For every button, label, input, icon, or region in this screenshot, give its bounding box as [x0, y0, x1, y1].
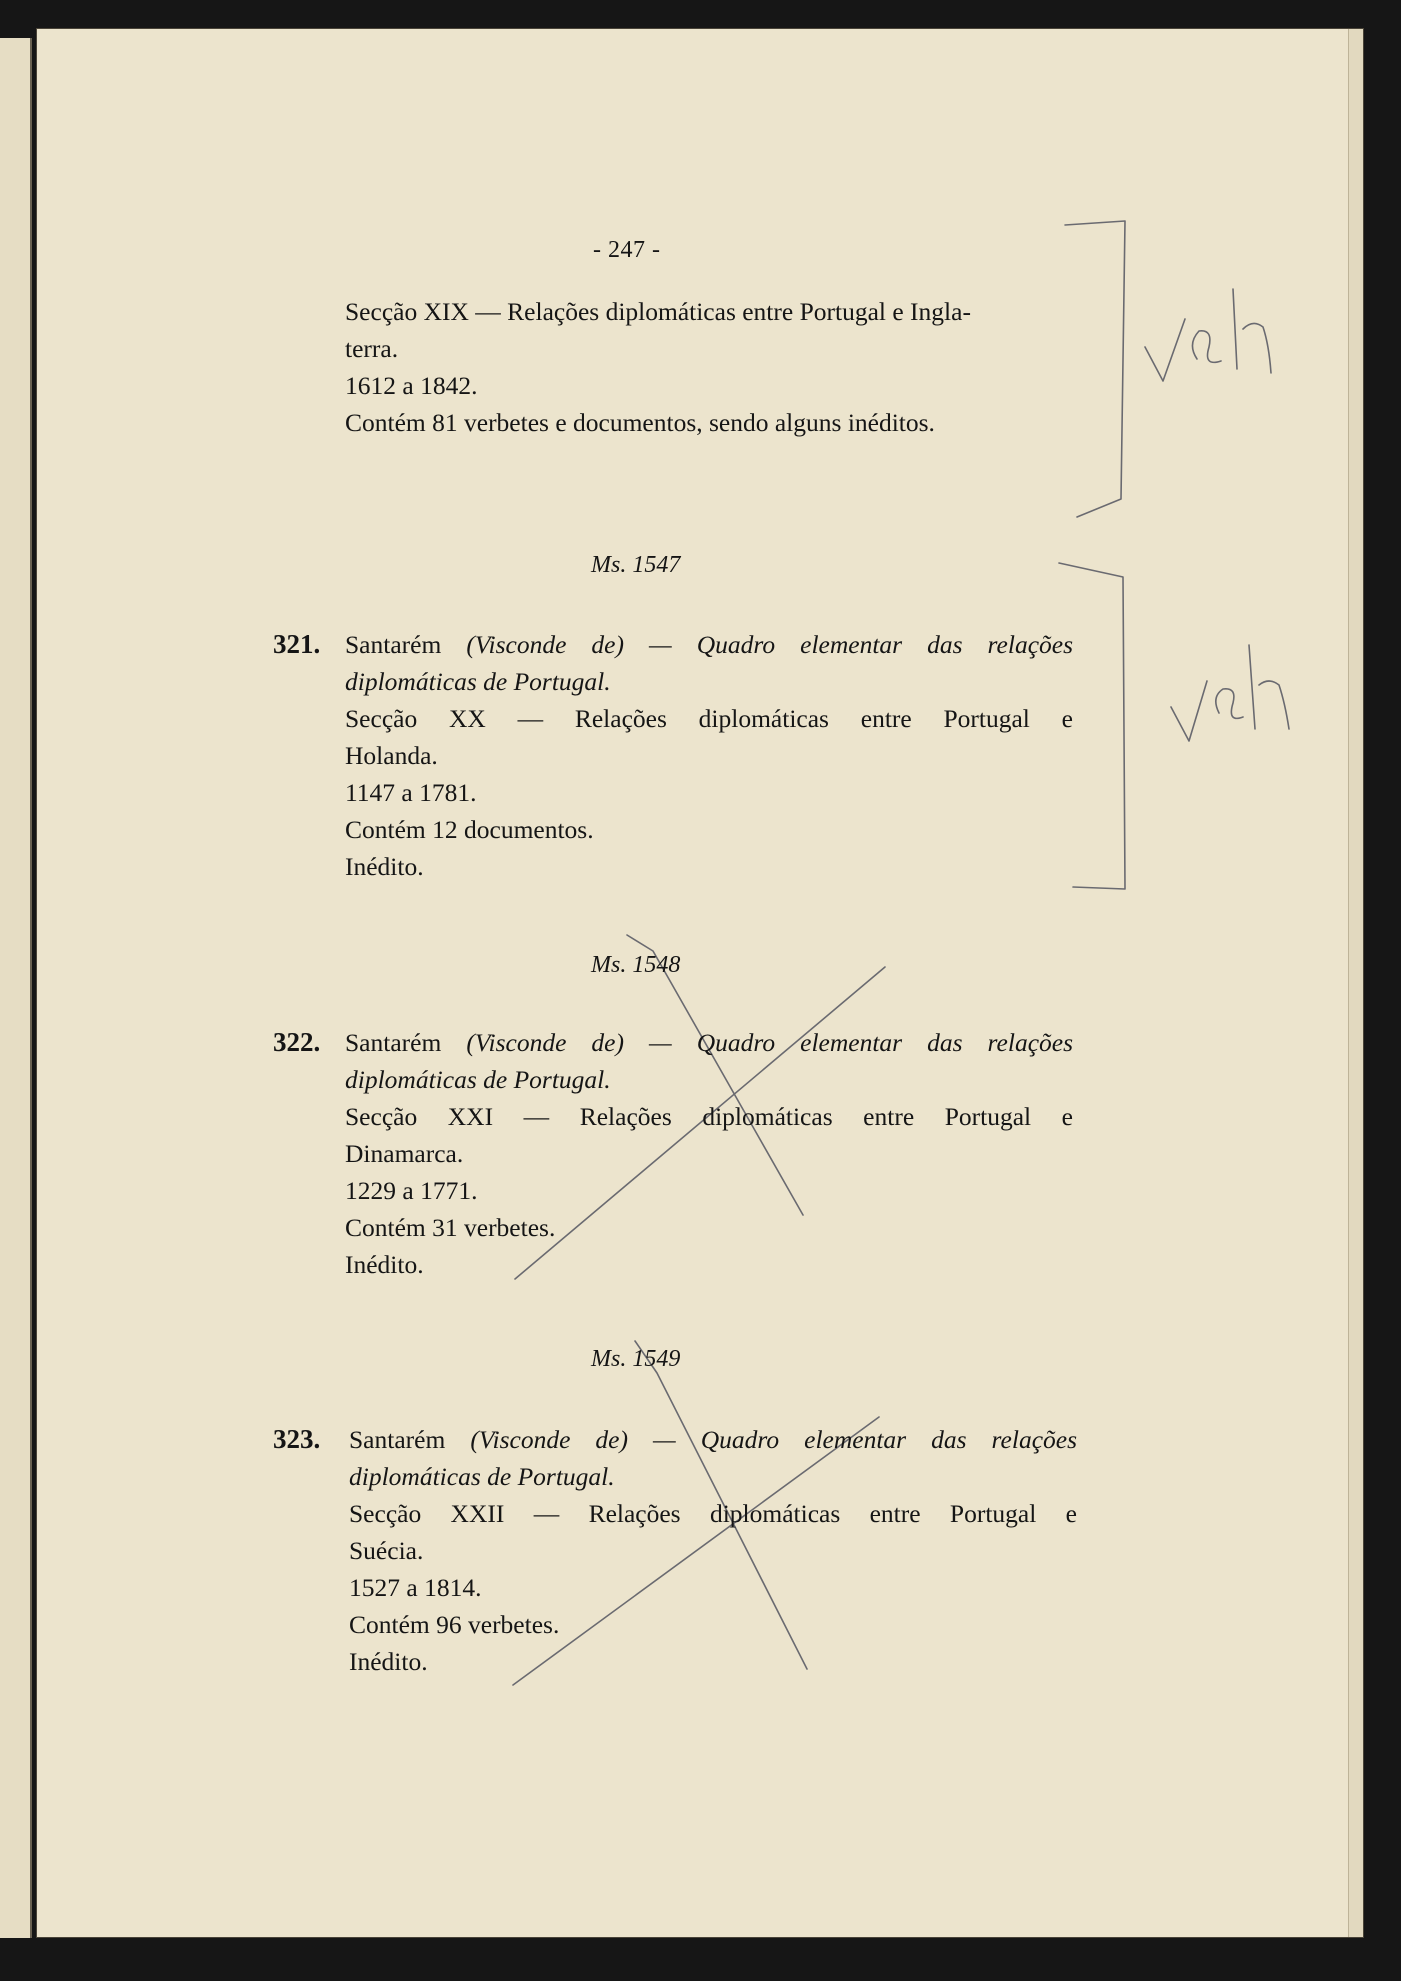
entry-contents: Contém 96 verbetes. [349, 1610, 560, 1639]
intro-dates: 1612 a 1842. [345, 371, 478, 400]
entry-322 [345, 1024, 1073, 1283]
entry-321 [345, 626, 1073, 885]
page-number: - 247 - [593, 237, 661, 263]
entry-number-321: 321. [273, 629, 321, 659]
intro-section-line-continued: terra. [345, 334, 399, 363]
entry-title-continued: diplomáticas de Portugal. [345, 667, 611, 696]
entry-title-continued: diplomáticas de Portugal. [345, 1065, 611, 1094]
entry-title: (Visconde de) — Quadro elementar das relações [470, 1425, 1077, 1454]
entry-author: Santarém [349, 1425, 446, 1454]
entry-status: Inédito. [345, 852, 424, 881]
entry-contents: Contém 31 verbetes. [345, 1213, 556, 1242]
entry-section: Secção XXII — Relações diplomáticas entre Portugal e [349, 1499, 1077, 1528]
entry-number-323: 323. [273, 1424, 321, 1454]
previous-page-edge [0, 38, 32, 1938]
intro-contents: Contém 81 verbetes e documentos, sendo alguns inéditos. [345, 408, 935, 437]
entry-author: Santarém [345, 1028, 442, 1057]
pencil-note-ver-1 [1145, 289, 1271, 381]
entry-section-continued: Suécia. [349, 1536, 424, 1565]
ms-label-1547: Ms. 1547 [591, 552, 681, 578]
entry-section-continued: Holanda. [345, 741, 438, 770]
entry-section: Secção XX — Relações diplomáticas entre Portugal e [345, 704, 1073, 733]
pencil-note-ver-2 [1171, 645, 1289, 741]
entry-dates: 1147 a 1781. [345, 778, 477, 807]
entry-323 [349, 1421, 1077, 1680]
entry-dates: 1527 a 1814. [349, 1573, 482, 1602]
entry-section: Secção XXI — Relações diplomáticas entre Portugal e [345, 1102, 1073, 1131]
entry-status: Inédito. [349, 1647, 428, 1676]
entry-title: (Visconde de) — Quadro elementar das relações [466, 1028, 1073, 1057]
entry-title: (Visconde de) — Quadro elementar das relações [466, 630, 1073, 659]
entry-author: Santarém [345, 630, 442, 659]
entry-title-continued: diplomáticas de Portugal. [349, 1462, 615, 1491]
intro-entry-continuation [345, 293, 1073, 441]
entry-title-line [349, 1421, 1077, 1458]
book-page [36, 28, 1364, 1938]
ms-label-1548: Ms. 1548 [591, 952, 681, 978]
entry-title-line [345, 1024, 1073, 1061]
pencil-bracket-1 [1065, 221, 1125, 517]
intro-section-line: Secção XIX — Relações diplomáticas entre Portugal e Ingla- [345, 297, 971, 326]
entry-section-continued: Dinamarca. [345, 1139, 464, 1168]
entry-title-line [345, 626, 1073, 663]
entry-contents: Contém 12 documentos. [345, 815, 594, 844]
entry-number-322: 322. [273, 1027, 321, 1057]
entry-dates: 1229 a 1771. [345, 1176, 478, 1205]
entry-status: Inédito. [345, 1250, 424, 1279]
ms-label-1549: Ms. 1549 [591, 1346, 681, 1372]
